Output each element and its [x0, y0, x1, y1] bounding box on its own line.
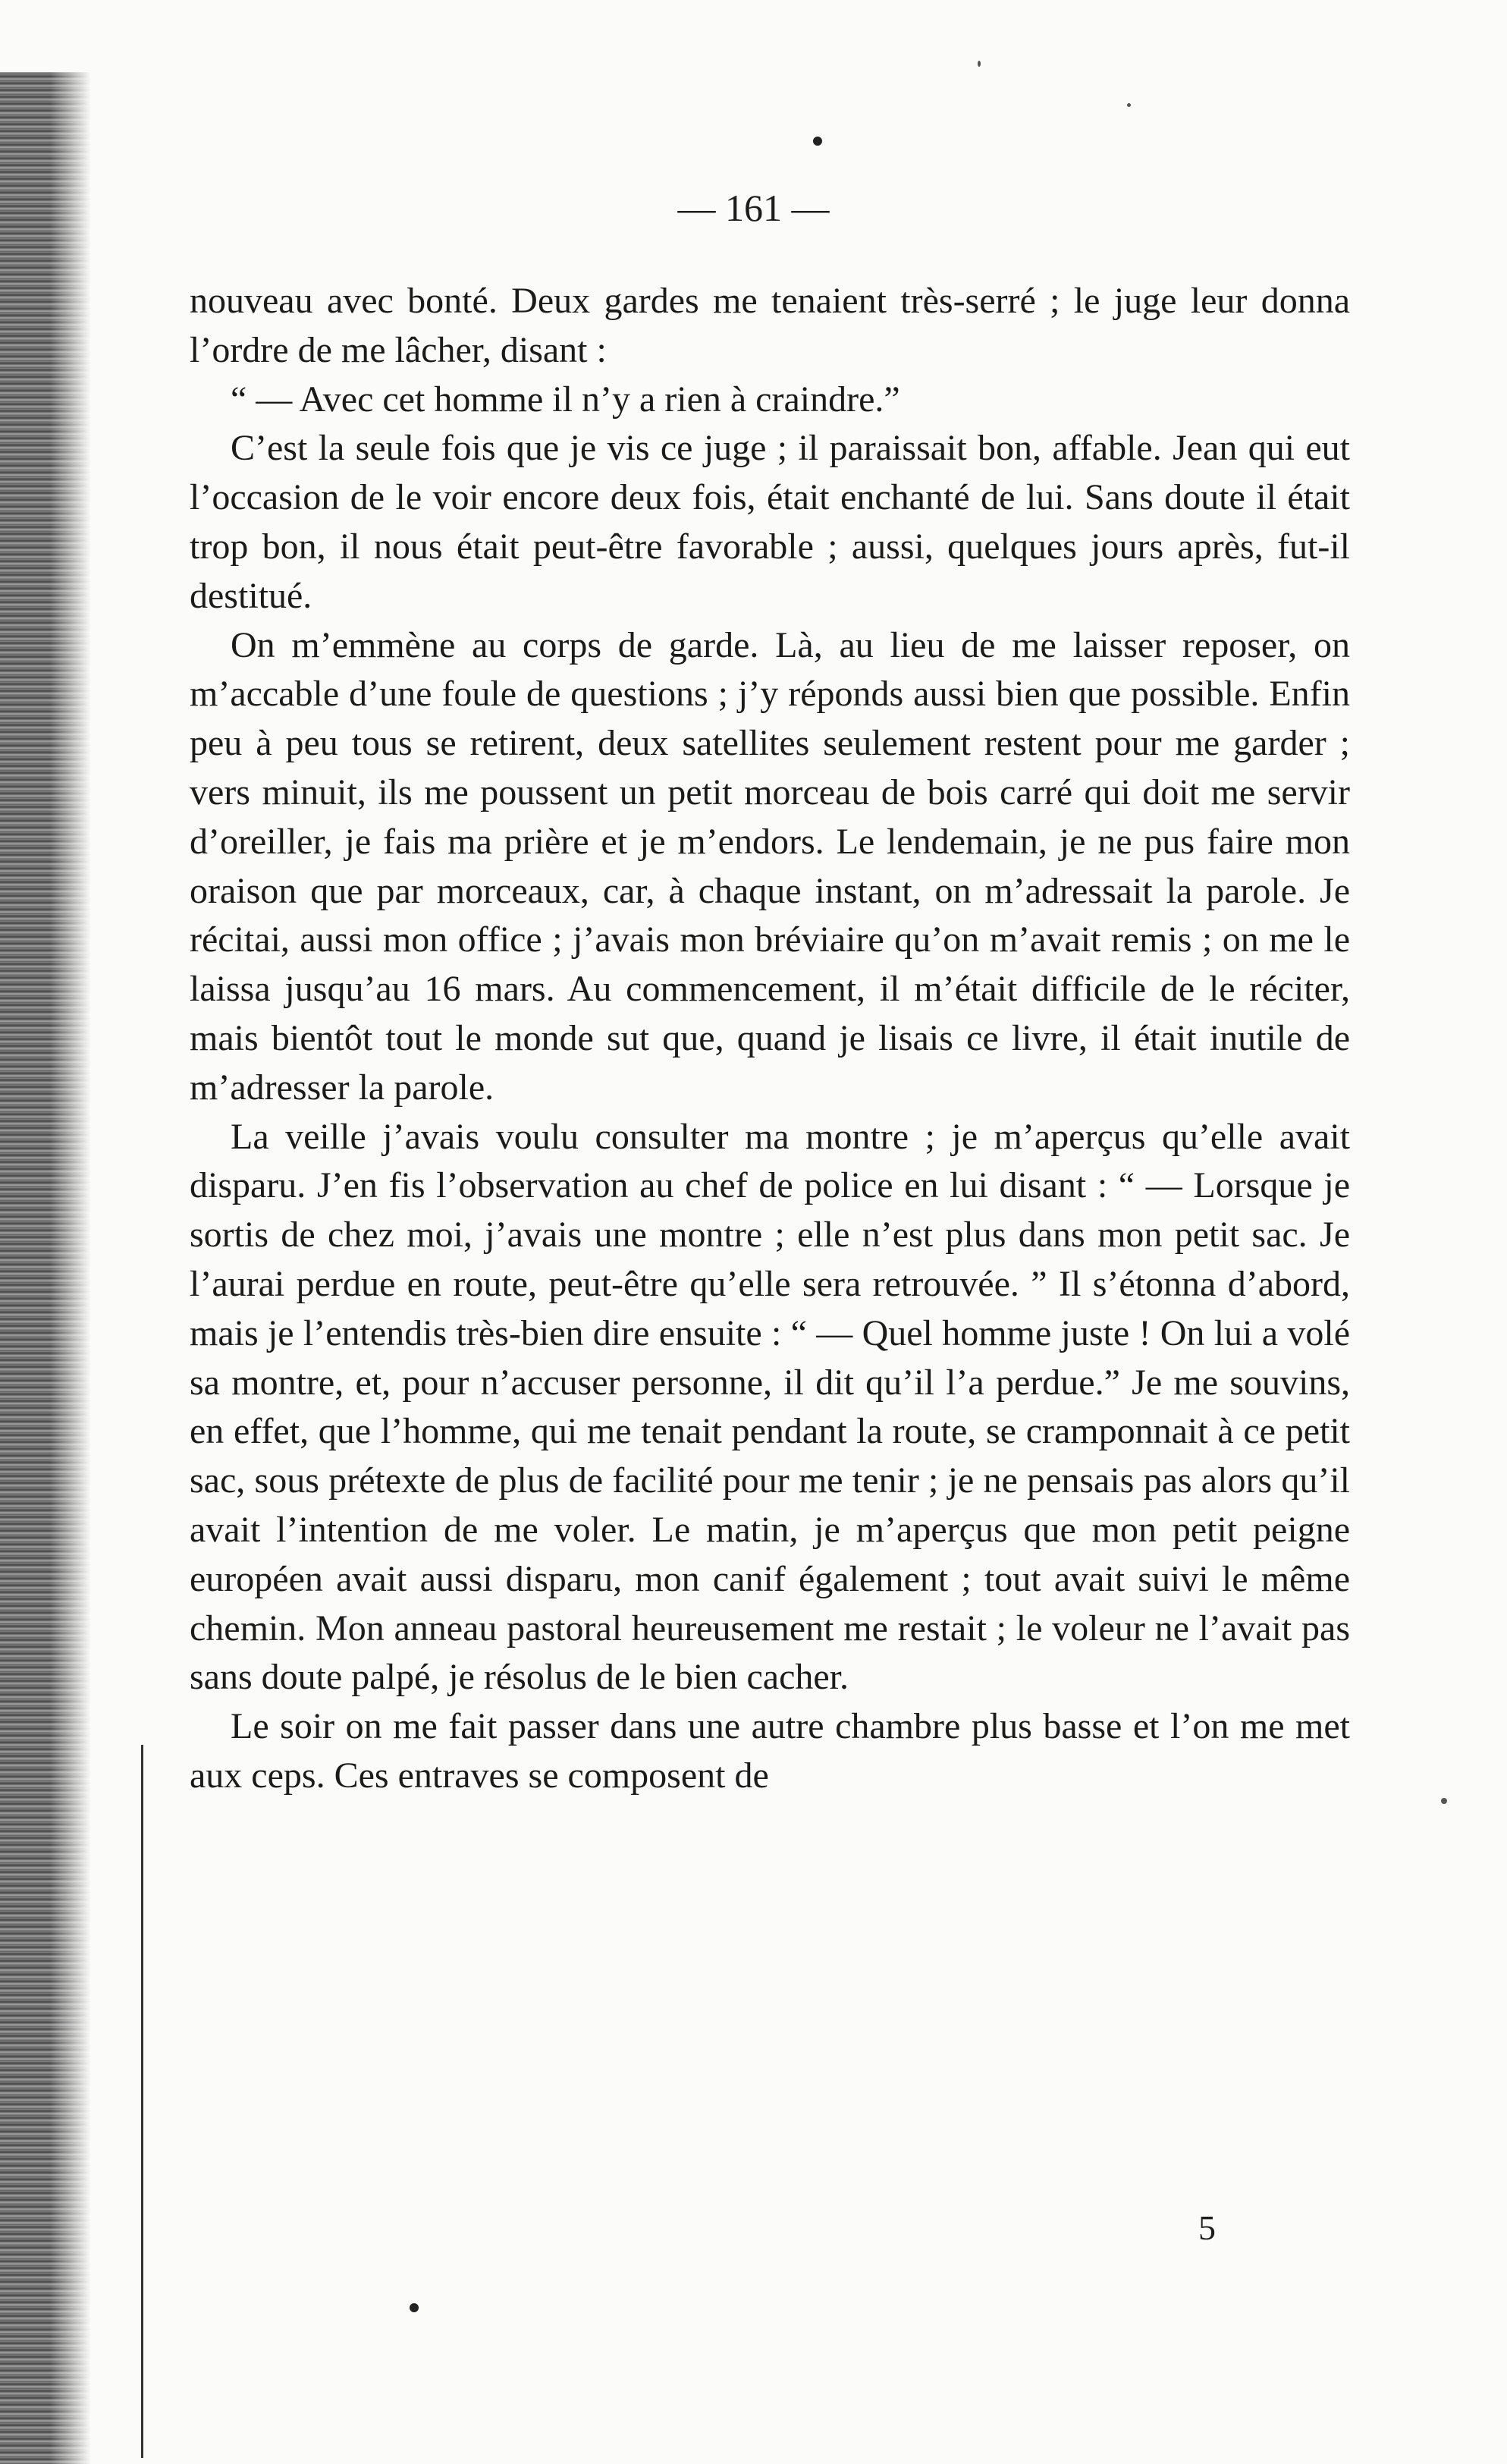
ink-speck: [1441, 1798, 1447, 1804]
paragraph: nouveau avec bonté. Deux gardes me tenaient très-serré ; le juge leur donna l’ordre de me lâcher, disant :: [190, 281, 1350, 370]
ink-dot: [410, 2303, 419, 2312]
quoted-line: “ — Avec cet homme il n’y a rien à craindre.”: [231, 379, 900, 420]
signature-mark: 5: [1198, 2208, 1216, 2247]
paragraph: Le soir on me fait passer dans une autre chambre plus basse et l’on me met aux ceps. Ces entraves se composent de: [190, 1706, 1350, 1796]
page-number-header: — 161 —: [677, 187, 830, 229]
ink-speck: [1127, 103, 1131, 107]
scanned-binding-edge: [0, 72, 91, 2464]
scan-edge-line: [141, 1745, 143, 2458]
paragraph: La veille j’avais voulu consulter ma montre ; je m’aperçus qu’elle avait disparu. J’en fis l’observation au chef de police en lui disant : “ — Lorsque je sortis de chez moi, j’avais une montre ; elle n’est plus dans mon petit sac. Je l’aurai perdue en route, peut-être qu’elle sera retrouvée. ” Il s’étonna d’abord, mais je l’entendis très-bien dire ensuite : “ — Quel homme juste ! On lui a volé sa montre, et, pour n’accuser personne, il dit qu’il l’a perdue.” Je me souvins, en effet, que l’homme, qui me tenait pendant la route, se cramponnait à ce petit sac, sous prétexte de plus de facilité pour me tenir ; je ne pensais pas alors qu’il avait l’intention de me voler. Le matin, je m’aperçus que mon petit peigne européen avait aussi disparu, mon canif également ; tout avait suivi le même chemin. Mon anneau pastoral heureusement me restait ; le voleur ne l’avait pas sans doute palpé, je résolus de le bien cacher.: [190, 1116, 1350, 1698]
page-body-text: [190, 277, 1350, 1801]
paragraph: On m’emmène au corps de garde. Là, au lieu de me laisser reposer, on m’accable d’une foule de questions ; j’y réponds aussi bien que possible. Enfin peu à peu tous se retirent, deux satellites seulement restent pour me garder ; vers minuit, ils me poussent un petit morceau de bois carré qui doit me servir d’oreiller, je fais ma prière et je m’endors. Le lendemain, je ne pus faire mon oraison que par morceaux, car, à chaque instant, on m’adressait la parole. Je récitai, aussi mon office ; j’avais mon bréviaire qu’on m’avait remis ; on me le laissa jusqu’au 16 mars. Au commencement, il m’était difficile de le réciter, mais bientôt tout le monde sut que, quand je lisais ce livre, il était inutile de m’adresser la parole.: [190, 624, 1350, 1108]
ink-speck: [978, 61, 981, 67]
ink-dot: [813, 137, 822, 146]
paragraph: C’est la seule fois que je vis ce juge ; il paraissait bon, affable. Jean qui eut l’occasion de le voir encore deux fois, était enchanté de lui. Sans doute il était trop bon, il nous était peut-être favorable ; aussi, quelques jours après, fut-il destitué.: [190, 428, 1350, 616]
